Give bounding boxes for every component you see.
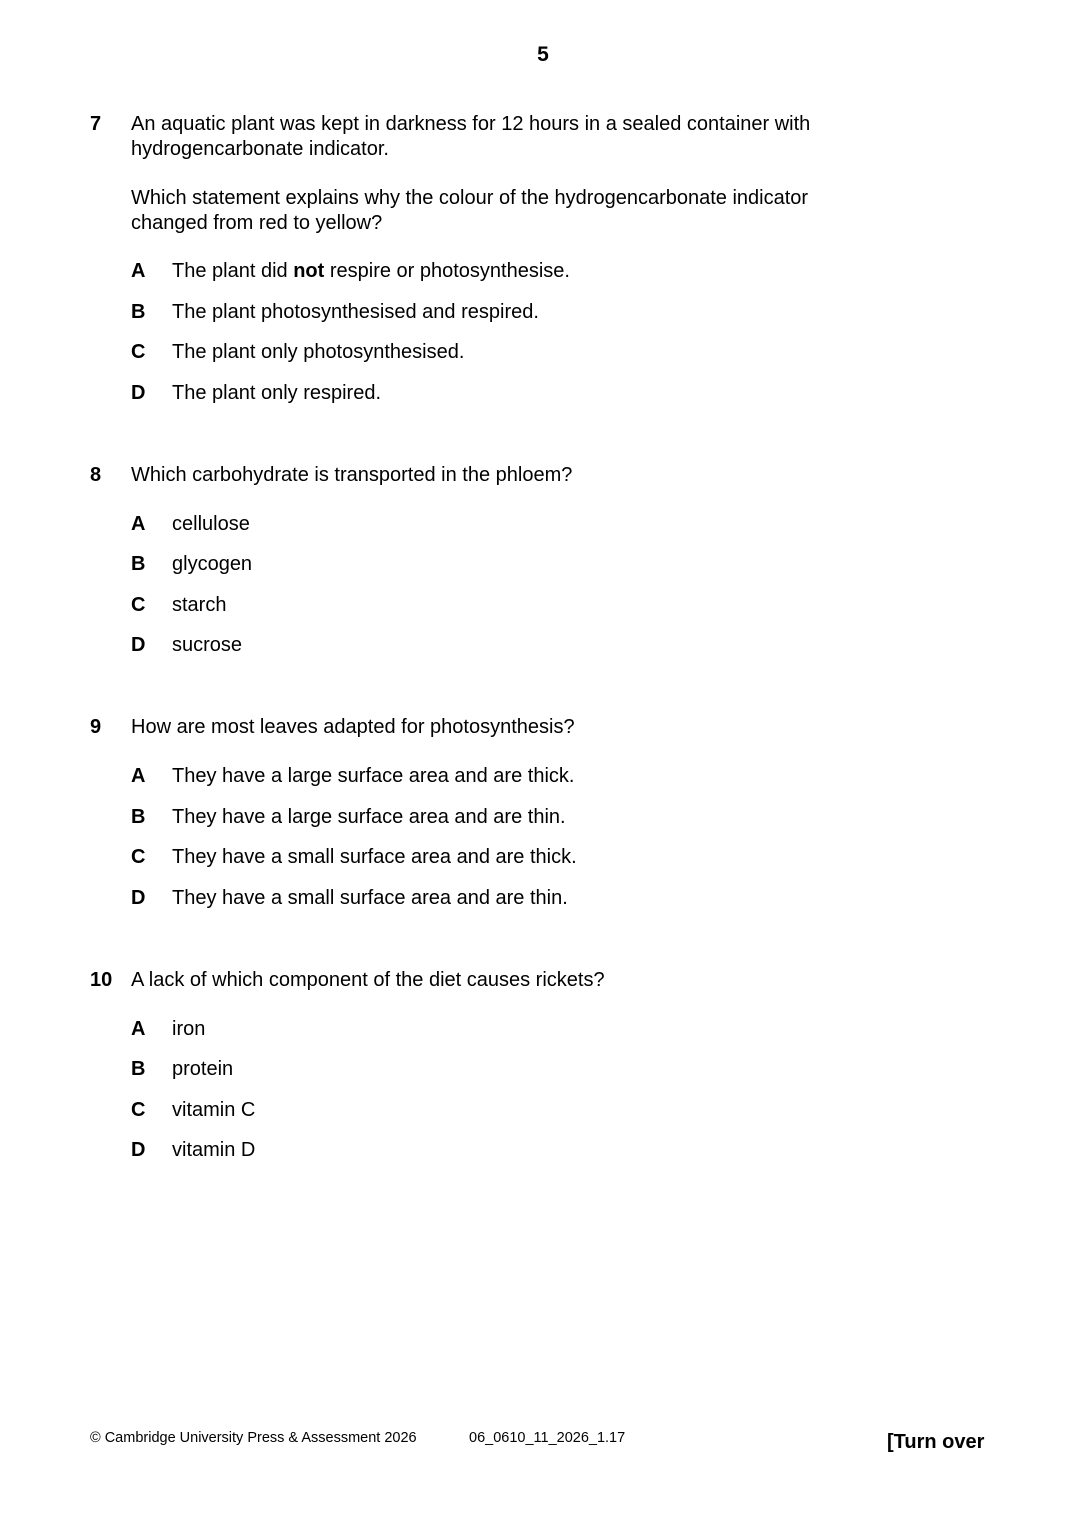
page-number: 5 [537, 43, 549, 66]
option-text: They have a small surface area and are thin. [172, 887, 568, 909]
option-7c [0, 340, 1080, 365]
option-text: They have a large surface area and are thin. [172, 806, 566, 828]
option-10b [0, 1057, 1080, 1082]
question-stem [131, 112, 891, 236]
option-9d [0, 886, 1080, 911]
option-9c [0, 845, 1080, 870]
option-text: protein [172, 1058, 234, 1080]
option-text: cellulose [172, 513, 250, 535]
option-text: vitamin C [172, 1099, 256, 1121]
option-9b [0, 805, 1080, 830]
question-prompt-line: changed from red to yellow? [131, 212, 383, 234]
option-letter: D [131, 887, 146, 909]
option-text: They have a small surface area and are thick. [172, 846, 577, 868]
option-text: They have a large surface area and are thick. [172, 765, 575, 787]
option-letter: C [131, 846, 146, 868]
option-8a [0, 512, 1080, 537]
option-8b [0, 552, 1080, 577]
question-number: 10 [90, 969, 113, 991]
option-text: vitamin D [172, 1139, 256, 1161]
question-stem: A lack of which component of the diet causes rickets? [131, 969, 605, 991]
option-9a [0, 764, 1080, 789]
option-text: sucrose [172, 634, 243, 656]
option-letter: C [131, 1099, 146, 1121]
option-10a [0, 1017, 1080, 1042]
question-prompt-line: Which statement explains why the colour of the hydrogencarbonate indicator [131, 187, 809, 209]
option-text-part: The plant did [172, 260, 294, 282]
option-text [172, 259, 570, 284]
option-7a [0, 259, 1080, 284]
question-number: 7 [90, 113, 102, 135]
option-text: glycogen [172, 553, 253, 575]
option-letter: D [131, 382, 146, 404]
option-text-part: respire or photosynthesise. [324, 260, 570, 282]
option-text: The plant only respired. [172, 382, 382, 404]
option-letter: A [131, 765, 146, 787]
question-stem-line: hydrogencarbonate indicator. [131, 138, 389, 160]
option-letter: A [131, 260, 146, 282]
option-8d [0, 633, 1080, 658]
option-7d [0, 381, 1080, 406]
option-text: iron [172, 1018, 206, 1040]
option-7b [0, 300, 1080, 325]
option-letter: D [131, 634, 146, 656]
option-letter: B [131, 1058, 146, 1080]
question-number: 8 [90, 464, 102, 486]
footer-document-code: 06_0610_11_2026_1.17 [469, 1430, 626, 1446]
option-letter: A [131, 1018, 146, 1040]
footer-copyright: © Cambridge University Press & Assessment 2026 [90, 1430, 417, 1446]
option-text: The plant photosynthesised and respired. [172, 301, 539, 323]
question-number: 9 [90, 716, 102, 738]
option-8c [0, 593, 1080, 618]
question-stem-line: An aquatic plant was kept in darkness for 12 hours in a sealed container with [131, 113, 811, 135]
question-stem: Which carbohydrate is transported in the phloem? [131, 464, 573, 486]
option-letter: B [131, 553, 146, 575]
option-letter: C [131, 341, 146, 363]
option-letter: B [131, 301, 146, 323]
option-10d [0, 1138, 1080, 1163]
option-text-emphasis: not [293, 260, 325, 282]
option-letter: A [131, 513, 146, 535]
option-letter: D [131, 1139, 146, 1161]
turn-over-label: [Turn over [887, 1431, 985, 1453]
option-letter: C [131, 594, 146, 616]
option-letter: B [131, 806, 146, 828]
question-stem: How are most leaves adapted for photosynthesis? [131, 716, 575, 738]
option-text: starch [172, 594, 227, 616]
option-text: The plant only photosynthesised. [172, 341, 465, 363]
option-10c [0, 1098, 1080, 1123]
